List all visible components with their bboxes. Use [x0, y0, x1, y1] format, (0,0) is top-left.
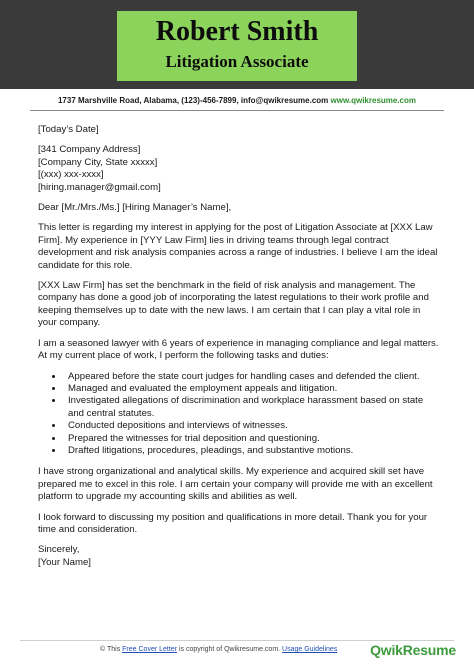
website-link[interactable]: www.qwikresume.com — [330, 96, 417, 105]
letter-body — [38, 124, 440, 577]
list-item: • Managed and evaluated the employment appeals and litigation. — [64, 383, 440, 395]
address-line: [(xxx) xxx-xxxx] — [38, 169, 104, 181]
duties-list — [38, 371, 440, 458]
paragraph: I am a seasoned lawyer with 6 years of experience in managing compliance and legal matters. At my current place of work, I perform the following tasks and duties: — [38, 337, 439, 362]
applicant-name: Robert Smith — [155, 16, 319, 47]
footer-copyright: © This Free Cover Letter is copyright of Qwikresume.com. Usage Guidelines — [100, 646, 338, 653]
list-item: • Prepared the witnesses for trial deposition and questioning. — [64, 433, 440, 445]
paragraph: This letter is regarding my interest in applying for the post of Litigation Associate at [XXX Law Firm]. My experience in [YYY Law Firm] lies in driving teams through legal contract development and risk analysis companies across a range of industries. I believe I am the ideal candidate for this role. — [38, 222, 438, 271]
address-line: [hiring.manager@gmail.com] — [38, 181, 161, 193]
list-item: • Drafted litigations, procedures, pleadings, and substantive motions. — [64, 445, 440, 457]
job-title: Litigation Associate — [165, 52, 309, 71]
footer-divider — [20, 640, 454, 641]
name-box — [117, 11, 357, 81]
closing: Sincerely, — [38, 544, 80, 556]
list-item: • Conducted depositions and interviews of witnesses. — [64, 420, 440, 432]
list-item: • Investigated allegations of discrimination and workplace harassment based on state and central statutes. — [64, 395, 440, 420]
header-divider — [30, 110, 444, 111]
letter-date: [Today’s Date] — [38, 124, 99, 135]
list-item: • Appeared before the state court judges for handling cases and defended the client. — [64, 371, 440, 383]
free-cover-letter-link[interactable]: Free Cover Letter — [122, 646, 178, 653]
salutation: Dear [Mr./Mrs./Ms.] [Hiring Manager’s Name], — [38, 202, 232, 214]
contact-line — [0, 96, 474, 105]
signer-name: [Your Name] — [38, 556, 91, 568]
address-line: [341 Company Address] — [38, 144, 141, 156]
paragraph: I look forward to discussing my position and qualifications in more detail. Thank you for your time and consideration. — [38, 511, 428, 535]
usage-guidelines-link[interactable]: Usage Guidelines — [282, 646, 338, 653]
paragraph: I have strong organizational and analytical skills. My experience and acquired skill set have prepared me to excel in this role. I am certain your company will provide me with an excellent platform to upgrade my accounting skills and abilities as well. — [38, 466, 433, 503]
paragraph: [XXX Law Firm] has set the benchmark in the field of risk analysis and management. The company has done a good job of incorporating the latest regulations to their work profile and keeping themselves up to date with the new laws. I am certain that I can play a vital role in your company. — [38, 280, 429, 329]
recipient-address — [38, 144, 440, 194]
contact-details: 1737 Marshville Road, Alabama, (123)-456-7899, info@qwikresume.com — [57, 96, 329, 105]
qwikresume-logo[interactable]: QwikResume — [370, 642, 456, 658]
signoff — [38, 544, 440, 569]
address-line: [Company City, State xxxxx] — [38, 156, 158, 168]
